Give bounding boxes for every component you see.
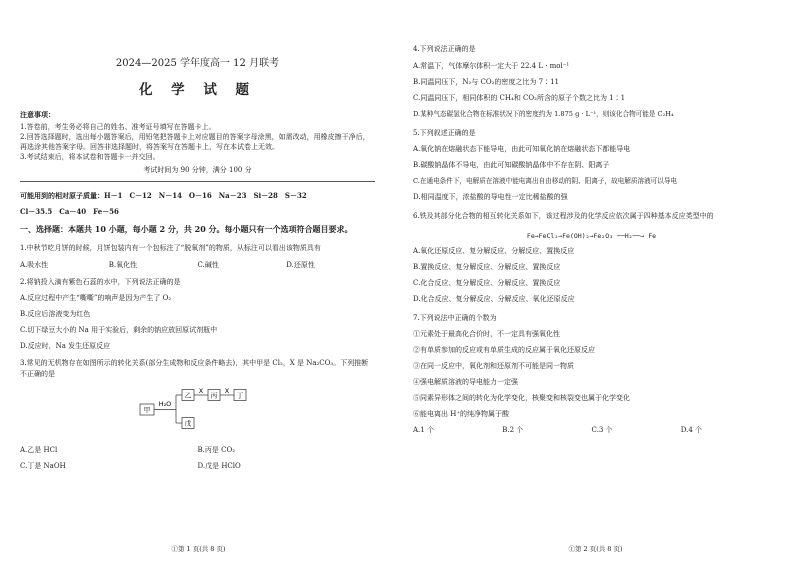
label-x-2: X (224, 387, 230, 395)
question-5-option-c: C.在通电条件下，电解质在溶液中能电离出自由移动的阴、阳离子，故电解质溶液可以导电 (413, 177, 678, 185)
question-1-option-a: A.吸水性 (20, 260, 49, 269)
question-4-option-c: C.同温同压下，相同体积的 CH₄和 CO₂所含的原子个数之比为 1∶1 (413, 93, 626, 102)
question-4-option-b: B.同温同压下，N₂与 CO₂的密度之比为 7∶11 (413, 77, 560, 86)
question-3-option-c: C.丁是 NaOH (20, 462, 66, 470)
question-7-option-d: D.4 个 (680, 426, 703, 434)
notice-heading: 注意事项： (20, 110, 55, 119)
label-jia: 甲 (143, 406, 151, 414)
question-6-option-c: C.化合反应、复分解反应、分解反应、置换反应 (413, 278, 561, 287)
notice-item-2: 2.回答选择题时，选出每小题答案后，用铅笔把答题卡上对应题目的答案字母涂黑，如需改动，用橡皮擦干净后，再选涂其他答案字母。回答非选择题时，将答案写在答题卡上，写在本试卷上无效。 (20, 133, 370, 151)
question-4-stem: 4.下列说法正确的是 (413, 45, 476, 53)
question-3-stem: 3.常见的无机物存在如图所示的转化关系(部分生成物和反应条件略去)，其中甲是 Cl₂，X 是 Na₂CO₃。下列推断不正确的是 (20, 359, 369, 378)
question-6-option-d: D.化合反应、复分解反应、分解反应、氧化还原反应 (413, 294, 575, 303)
question-6-stem: 6.铁及其部分化合物的相互转化关系如下，该过程涉及的化学反应依次属于四种基本反应类型中的 (413, 212, 714, 220)
question-5-option-b: B.碳酸钠晶体不导电，由此可知碳酸钠晶体中不存在阴、阳离子 (413, 161, 610, 169)
question-3-option-d: D.戊是 HClO (197, 462, 241, 470)
question-2-stem: 2.将钠投入滴有紫色石蕊的水中，下列说法正确的是 (20, 277, 181, 286)
question-3-option-b: B.丙是 CO₂ (197, 446, 235, 454)
question-7-item-6: ⑥能电离出 H⁺的纯净物属于酸 (413, 410, 510, 418)
question-4-option-d: D.某种气态碳氢化合物在标准状况下的密度约为 1.875 g · L⁻¹，则该化合物可能是 C₂H₄ (413, 109, 674, 118)
question-7-item-3: ③在同一反应中，氧化剂和还原剂不可能是同一物质 (413, 362, 574, 370)
question-7-option-b: B.2 个 (502, 426, 524, 434)
page-2-footer: ①第 2 页(共 8 页) (568, 545, 623, 553)
question-5-stem: 5.下列叙述正确的是 (413, 128, 476, 137)
question-5-option-d: D.相同温度下，浓盐酸的导电性一定比稀盐酸的强 (413, 193, 568, 201)
question-7-item-2: ②有单质参加的反应或有单质生成的反应属于氧化还原反应 (413, 346, 595, 354)
atomic-mass-line-2: Cl－35.5 Ca－40 Fe－56 (20, 207, 119, 216)
question-5-option-a: A.氧化钠在熔融状态下能导电，由此可知氧化钠在熔融状态下都能导电 (413, 145, 631, 153)
question-3-options-row-1 (20, 445, 375, 455)
question-3-conversion-diagram (138, 387, 268, 431)
label-h2o: H₂O (158, 400, 172, 408)
question-7-item-4: ④强电解质溶液的导电能力一定强 (413, 378, 518, 386)
label-x-1: X (198, 387, 204, 395)
label-bing: 丙 (210, 391, 218, 400)
exam-title: 2024—2025 学年度高一 12 月联考 (115, 58, 280, 69)
question-1-option-b: B.氧化性 (108, 260, 138, 269)
question-2-option-b: B.反应后溶液变为红色 (20, 310, 91, 318)
exam-page-2 (397, 0, 794, 562)
question-6-conversion-sequence: Fe→FeCl₂→Fe(OH)₂→Fe₂O₃ ──H₂──→ Fe (526, 231, 657, 240)
question-2-option-c: C.切下绿豆大小的 Na 用于实验后，剩余的钠应放回原试剂瓶中 (20, 326, 218, 334)
question-1-stem: 1.中秋节吃月饼的时候，月饼包装内有一个包标注了“脱氧剂”的物质，从标注可以看出该物质具有 (20, 244, 321, 252)
question-7-option-a: A.1 个 (413, 426, 434, 434)
question-2-option-d: D.反应时，Na 发生还原反应 (20, 342, 111, 350)
question-3-options-row-2 (20, 461, 375, 471)
subject-title: 化 学 试 题 (138, 82, 257, 98)
section-1-heading: 一、选择题：本题共 10 小题，每小题 2 分，共 20 分。每小题只有一个选项符合题目要求。 (20, 224, 353, 234)
question-1-option-d: D.还原性 (286, 260, 315, 269)
label-yi: 乙 (184, 391, 192, 400)
question-6-option-b: B.置换反应、复分解反应、分解反应、置换反应 (413, 262, 561, 271)
question-2-option-a: A.反应过程中产生“嘶嘶”的响声是因为产生了 O₂ (20, 294, 172, 302)
atomic-mass-line-1: 可能用到的相对原子质量：H－1 C－12 N－14 O－16 Na－23 Si－28 S－32 (20, 191, 307, 200)
question-6-option-a: A.氧化还原反应、复分解反应、分解反应、置换反应 (413, 246, 575, 255)
question-1-options (20, 260, 375, 270)
question-7-stem: 7.下列说法中正确的个数为 (413, 313, 497, 322)
question-7-item-5: ⑤同素异形体之间的转化为化学变化，核聚变和核裂变也属于化学变化 (413, 394, 630, 402)
page-1-footer: ①第 1 页(共 8 页) (171, 545, 226, 553)
question-7-item-1: ①元素处于最高化合价时，不一定具有强氧化性 (413, 330, 560, 338)
exam-time-line: 考试时间为 90 分钟，满分 100 分 (143, 166, 252, 174)
question-4-option-a: A.常温下，气体摩尔体积一定大于 22.4 L · mol⁻¹ (413, 61, 570, 70)
divider (20, 181, 375, 182)
notice-item-3: 3.考试结束后，将本试卷和答题卡一并交回。 (20, 153, 160, 161)
question-7-option-c: C.3 个 (591, 426, 613, 434)
label-wu: 戊 (184, 419, 192, 428)
notice-item-1: 1.答卷前，考生务必将自己的姓名、准考证号填写在答题卡上。 (20, 123, 216, 131)
question-7-options (413, 425, 770, 435)
label-ding: 丁 (236, 391, 244, 400)
question-3-option-a: A.乙是 HCl (20, 446, 58, 454)
question-1-option-c: C.碱性 (197, 260, 219, 269)
